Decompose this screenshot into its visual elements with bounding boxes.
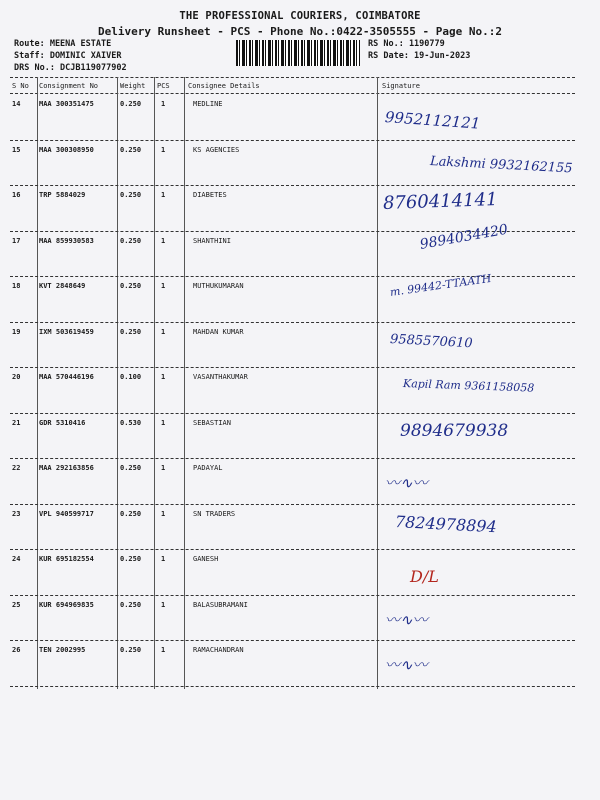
handwritten-signature: 9894679938 [400,420,509,441]
row-consignee: SN TRADERS [193,509,236,518]
row-consignment: GDR 5310416 [39,418,86,427]
row-sno: 15 [12,145,21,154]
row-consignment: KUR 694969835 [39,600,94,609]
row-consignee: RAMACHANDRAN [193,646,244,654]
row-sno: 20 [12,373,21,381]
row-weight: 0.250 [120,327,142,336]
row-weight: 0.530 [120,418,142,427]
column-divider [117,77,118,689]
row-pcs: 1 [161,282,166,290]
row-pcs: 1 [161,236,166,245]
header-bottom-rule [10,93,575,94]
row-divider [10,140,575,141]
handwritten-signature: m. 99442-TTAATH [389,271,493,299]
row-sno: 24 [12,555,21,563]
col-sno: S No [12,82,29,90]
drs-number: DRS No.: DCJB119077902 [14,63,127,73]
row-pcs: 1 [161,145,166,154]
row-consignee: MEDLINE [193,100,223,108]
row-consignee: KS AGENCIES [193,145,240,154]
row-consignment: MAA 292163856 [39,464,94,472]
row-consignee: GANESH [193,555,219,563]
column-divider [37,77,38,689]
staff-label: Staff: DOMINIC XAIVER [14,51,122,61]
rs-date: RS Date: 19-Jun-2023 [368,51,471,61]
row-weight: 0.250 [120,100,142,108]
row-consignment: KVT 2848649 [39,282,86,290]
row-pcs: 1 [161,600,166,609]
handwritten-signature: D/L [410,567,439,586]
row-consignee: PADAYAL [193,464,223,472]
barcode-image [236,40,360,66]
row-consignment: TRP 5884029 [39,191,86,199]
row-consignee: BALASUBRAMANI [193,600,248,609]
handwritten-signature: 8760414141 [382,189,498,214]
row-consignee: SEBASTIAN [193,418,231,427]
row-weight: 0.250 [120,646,142,654]
row-pcs: 1 [161,100,166,108]
row-sno: 18 [12,282,21,290]
row-sno: 16 [12,191,21,199]
row-consignee: SHANTHINI [193,236,231,245]
column-divider [184,77,185,689]
column-divider [154,77,155,689]
col-signature: Signature [382,82,420,90]
col-consignee: Consignee Details [188,82,260,90]
company-title: THE PROFESSIONAL COURIERS, COIMBATORE [179,10,421,22]
rs-number: RS No.: 1190779 [368,39,445,49]
row-consignee: DIABETES [193,191,227,199]
row-weight: 0.250 [120,282,142,290]
row-sno: 19 [12,327,21,336]
row-consignment: MAA 859930583 [39,236,94,245]
row-weight: 0.100 [120,373,142,381]
row-weight: 0.250 [120,191,142,199]
row-divider [10,640,575,641]
row-consignment: TEN 2002995 [39,646,86,654]
row-sno: 26 [12,646,21,654]
row-weight: 0.250 [120,464,142,472]
row-sno: 23 [12,509,21,518]
col-pcs: PCS [157,82,170,90]
row-consignment: VPL 940599717 [39,509,94,518]
column-divider [377,77,378,689]
row-sno: 21 [12,418,21,427]
row-pcs: 1 [161,464,166,472]
row-pcs: 1 [161,555,166,563]
row-pcs: 1 [161,418,166,427]
row-consignment: MAA 300351475 [39,100,94,108]
handwritten-signature: 9894034420 [418,221,510,253]
row-sno: 14 [12,100,21,108]
row-consignee: VASANTHAKUMAR [193,373,248,381]
row-divider [10,367,575,368]
handwritten-signature: 7824978894 [394,511,498,536]
route-label: Route: MEENA ESTATE [14,39,112,49]
col-consignment: Consignment No [39,82,99,90]
row-divider [10,595,575,596]
row-divider [10,549,575,550]
row-consignee: MAHDAN KUMAR [193,327,244,336]
row-weight: 0.250 [120,509,142,518]
row-consignment: IXM 503619459 [39,327,94,336]
handwritten-signature: 〰∿〰 [385,610,428,629]
row-consignee: MUTHUKUMARAN [193,282,244,290]
row-consignment: MAA 300308950 [39,145,94,154]
row-pcs: 1 [161,646,166,654]
row-divider [10,458,575,459]
row-weight: 0.250 [120,555,142,563]
handwritten-signature: Lakshmi 9932162155 [429,153,573,176]
row-consignment: KUR 695182554 [39,555,94,563]
table-top-rule [10,77,575,78]
handwritten-signature: 〰∿〰 [385,656,428,674]
handwritten-signature: 9952112121 [384,108,481,133]
row-weight: 0.250 [120,600,142,609]
col-weight: Weight [120,82,146,90]
row-divider [10,413,575,414]
row-divider [10,686,575,687]
row-pcs: 1 [161,191,166,199]
row-sno: 22 [12,464,21,472]
row-pcs: 1 [161,327,166,336]
row-pcs: 1 [161,509,166,518]
row-sno: 17 [12,236,21,245]
handwritten-signature: Kapil Ram 9361158058 [402,377,535,395]
row-pcs: 1 [161,373,166,381]
row-sno: 25 [12,600,21,609]
row-divider [10,504,575,505]
runsheet-subtitle: Delivery Runsheet - PCS - Phone No.:0422-3505555 - Page No.:2 [98,25,502,38]
row-consignment: MAA 570446196 [39,373,94,381]
handwritten-signature: 〰∿〰 [385,474,428,492]
row-divider [10,185,575,186]
row-weight: 0.250 [120,145,142,154]
row-divider [10,322,575,323]
row-weight: 0.250 [120,236,142,245]
handwritten-signature: 9585570610 [389,331,473,351]
